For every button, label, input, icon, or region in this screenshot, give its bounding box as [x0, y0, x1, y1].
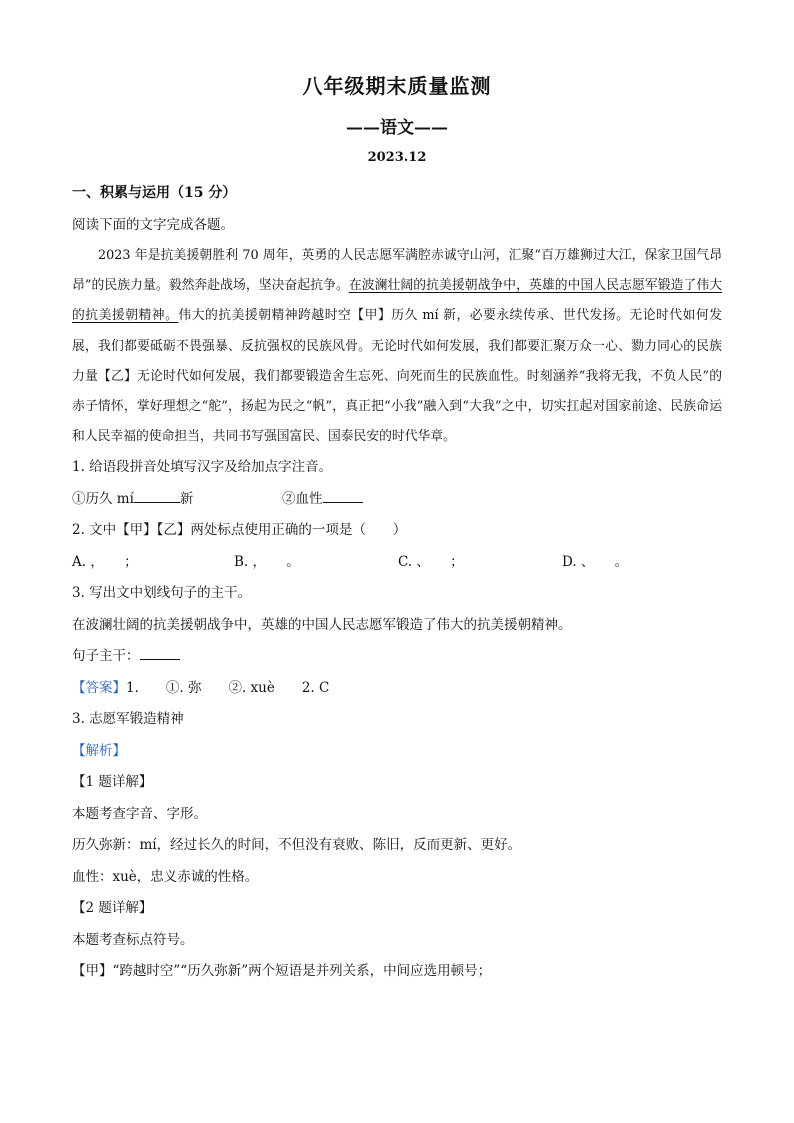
- passage-body: 伟大的抗美援朝精神跨越时空【甲】历久 mí 新，必要永续传承、世代发扬。无论时代如何发展，我们都要砥砺不畏强暴、反抗强权的民族风骨。无论时代如何发展，我们都要汇聚万众一心、勠力同心的民族力量【乙】无论时代如何发展，我们都要锻造舍生忘死、向死而生的民族血性。时刻涵养“我将无我，不负人民”的赤子情怀，掌好理想之“舵”，扬起为民之“帆”，真正把“小我”融入到“大我”之中，切实扛起对国家前途、民族命运和人民幸福的使命担当，共同书写强国富民、国泰民安的时代华章。: [72, 308, 722, 445]
- passage-intro: 2023 年是抗美援朝胜利 70 周年，英勇的人民志愿军满腔赤诚守山河，汇聚“百万雄狮过大江，保家卫国气昂昂”的民族力量。毅然奔赴战场，坚决奋起抗争。: [72, 248, 722, 294]
- question-1-items: [72, 484, 722, 516]
- option-b: B. ， 。: [234, 553, 300, 570]
- analysis-text-1: 本题考查字音、字形。: [72, 805, 207, 822]
- underlined-sentence: 在波澜壮阔的抗美援朝战争中，英雄的中国人民志愿军锻造了伟大的抗美援朝精神。: [72, 278, 723, 324]
- exam-date: 2023.12: [367, 150, 427, 165]
- instruction-text: 阅读下面的文字完成各题。: [72, 216, 234, 233]
- q1-item-1-suffix: 新: [179, 490, 194, 507]
- analysis-text-4: 本题考查标点符号。: [72, 931, 194, 948]
- question-2-stem: 2. 文中【甲】【乙】两处标点使用正确的一项是（ ）: [72, 522, 407, 539]
- question-3-answer-line: [72, 641, 722, 673]
- q1-blank-2: [323, 488, 363, 503]
- q1-blank-1: [134, 488, 180, 503]
- q3-blank: [140, 645, 180, 660]
- subject-subtitle: ——语文——: [346, 118, 448, 138]
- q1-item-1-label: ①历久 mí: [72, 490, 134, 507]
- question-3-stem: 3. 写出文中划线句子的主干。: [72, 585, 252, 602]
- q1-item-2-label: ②血性: [282, 490, 323, 507]
- question-1-stem: 1. 给语段拼音处填写汉字及给加点字注音。: [72, 459, 333, 476]
- analysis-text-2: 历久弥新：mí，经过长久的时间，不但没有衰败、陈旧，反而更新、更好。: [72, 837, 522, 854]
- analysis-text-5: 【甲】“跨越时空”“历久弥新”两个短语是并列关系，中间应选用顿号；: [72, 963, 492, 980]
- option-c: C. 、 ；: [398, 553, 464, 570]
- reading-passage: [72, 241, 722, 452]
- analysis-text-3: 血性：xuè，忠义赤诚的性格。: [72, 868, 259, 885]
- answer-values: 1. ①. 弥 ②. xuè 2. C: [126, 679, 330, 696]
- exam-content: [72, 178, 722, 988]
- answer-label-tag: 【答案】: [72, 679, 126, 696]
- section-heading: 一、积累与运用（15 分）: [72, 185, 237, 201]
- analysis-label: 【解析】: [72, 742, 126, 759]
- answer-line: [72, 673, 722, 705]
- question-2-options: [72, 547, 722, 579]
- question-3-sentence: 在波澜壮阔的抗美援朝战争中，英雄的中国人民志愿军锻造了伟大的抗美援朝精神。: [72, 616, 572, 633]
- option-d: D. 、 。: [562, 553, 629, 570]
- analysis-heading-2: 【2 题详解】: [72, 900, 153, 917]
- answer-line-2: 3. 志愿军锻造精神: [72, 711, 184, 728]
- analysis-heading-1: 【1 题详解】: [72, 774, 153, 791]
- option-a: A. ， ；: [72, 553, 138, 570]
- page-title: 八年级期末质量监测: [302, 74, 492, 98]
- answer-label: 句子主干：: [72, 648, 140, 665]
